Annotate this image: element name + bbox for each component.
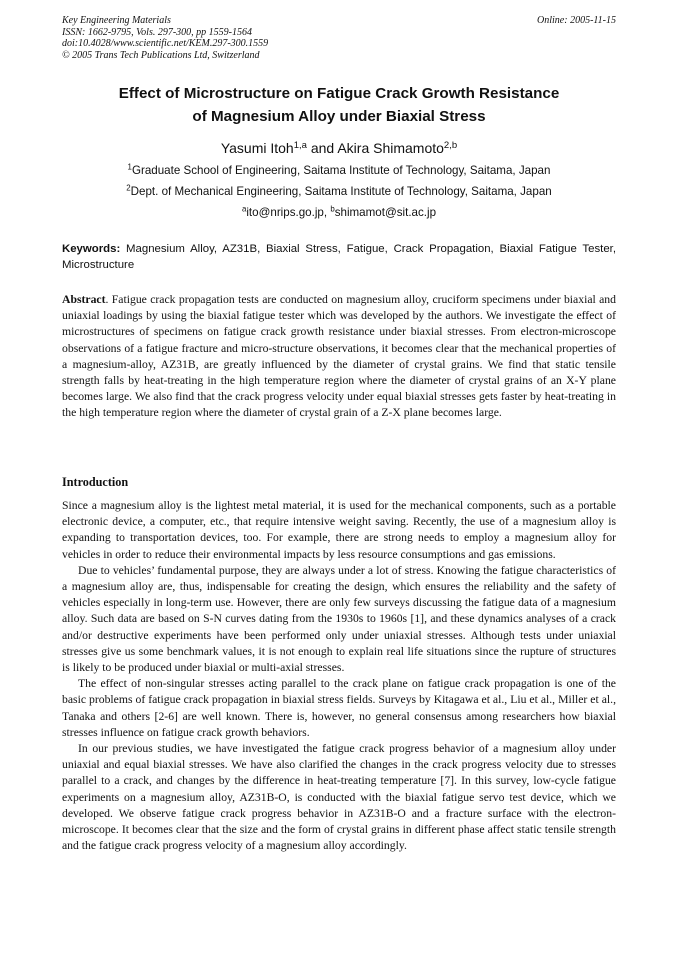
journal-doi[interactable]: doi:10.4028/www.scientific.net/KEM.297-300.1559 (62, 38, 269, 49)
intro-paragraph-2: Due to vehicles’ fundamental purpose, they are always under a lot of stress. Knowing the fatigue characteristics of a magnesium alloy are, thus, indispensable for creating the design, which ensures the reliability and the safety of vehicles especially in long-term use. However, there are only few surveys discussing the fatigue data of a magnesium alloy. Such data are based on S-N curves dating from the 1930s to 1960s [1], and these dynamics analyses of a crack and/or destructive experiments have been performed only under uniaxial stresses. Although tests under uniaxial stresses give us some benchmark values, it is not enough to explain real life situations since the rupture of structures is likely to be produced under biaxial or multi-axial stresses. (62, 563, 616, 675)
introduction-body (62, 498, 616, 854)
affiliation-2-text: Dept. of Mechanical Engineering, Saitama Institute of Technology, Saitama, Japan (130, 185, 552, 198)
introduction-heading: Introduction (62, 475, 129, 489)
intro-paragraph-4: In our previous studies, we have investigated the fatigue crack progress behavior of a magnesium alloy under uniaxial and equal biaxial stresses. We have also clarified the changes in the crack progress velocity due to stresses parallel to a crack, and changes by the difference in heat-treating temperature [7]. In this survey, low-cycle fatigue experiments on a magnesium alloy, AZ31B-O, is conducted with the biaxial fatigue servo test device, which we developed. We observe fatigue crack progress behavior in AZ31B-O and a fracture surface with the electron-microscope. It becomes clear that the size and the form of crystal grains in different phase affect static tensile strength and the fatigue crack progress velocity of a magnesium alloy accordingly. (62, 742, 616, 853)
email-b-mark: b (330, 204, 335, 214)
journal-copyright: © 2005 Trans Tech Publications Ltd, Switzerland (62, 49, 260, 61)
email-a-mark: a (241, 204, 247, 214)
journal-issn: ISSN: 1662-9795, Vols. 297-300, pp 1559-1564 (62, 26, 252, 38)
affiliation-1-mark: 1 (127, 162, 132, 172)
keywords-text: Magnesium Alloy, AZ31B, Biaxial Stress, Fatigue, Crack Propagation, Biaxial Fatigue Tester, Microstructure (62, 243, 616, 271)
keywords-label: Keywords: (62, 243, 121, 255)
email-a[interactable]: ito@nrips.go.jp, (246, 206, 331, 219)
author-1-affil-mark: 1,a (293, 139, 307, 151)
author-conjunction: and (306, 140, 338, 156)
online-date: Online: 2005-11-15 (537, 15, 616, 26)
journal-header (62, 15, 482, 61)
author-2-affil-mark: 2,b (443, 139, 458, 151)
title-line-1: Effect of Microstructure on Fatigue Crack Growth Resistance (118, 85, 560, 102)
affiliation-2-mark: 2 (126, 183, 131, 193)
author-emails (40, 205, 638, 221)
intro-paragraph-1: Since a magnesium alloy is the lightest metal material, it is used for the mechanical components, such as a portable electronic device, a computer, etc., that require intensive weight saving. Recently, the use of a magnesium alloy is expanding to transportation devices, too. For example, there are strong needs to employ a magnesium alloy for vehicles in order to reduce their environmental impacts by less resource consumptions and gas emissions. (62, 499, 616, 561)
abstract-label: Abstract (62, 293, 106, 306)
title-line-2: of Magnesium Alloy under Biaxial Stress (192, 108, 486, 125)
author-list (40, 138, 638, 158)
author-1: Yasumi Itoh (220, 140, 294, 156)
affiliation-2 (40, 184, 638, 200)
affiliation-1 (40, 163, 638, 179)
paper-title (40, 82, 638, 128)
keywords-block (62, 241, 616, 273)
email-b[interactable]: shimamot@sit.ac.jp (334, 206, 437, 219)
abstract-block (62, 292, 616, 422)
author-2: Akira Shimamoto (337, 140, 444, 156)
journal-name: Key Engineering Materials (62, 15, 171, 26)
abstract-text: . Fatigue crack propagation tests are conducted on magnesium alloy, cruciform specimens under biaxial and uniaxial loadings by using the biaxial fatigue tester which was developed by the authors. We investigate the effect of microstructures of specimens on fatigue crack growth resistance under biaxial stresses. From electron-microscope observations of a fatigue fracture and micro-structure observations, it becomes clear that the mechanical properties of a magnesium-alloy, AZ31B, are greatly influenced by the diameter of crystal grains. We find that static tensile strength falls by heat-treating in the high temperature region where the diameter of crystal grains of an X-Y plane becomes large. We also find that the crack progress velocity under equal biaxial stresses gets faster by heat-treating in the high temperature region where the diameter of crystal grain of a Z-X plane becomes large. (62, 293, 616, 420)
affiliation-1-text: Graduate School of Engineering, Saitama Institute of Technology, Saitama, Japan (131, 164, 551, 177)
intro-paragraph-3: The effect of non-singular stresses acting parallel to the crack plane on fatigue crack propagation is one of the basic problems of fatigue crack propagation in biaxial stress fields. Surveys by Kitagawa et al., Liu et al., Miller et al., Tanaka and others [2-6] are well known. There is, however, no general consensus among researchers how biaxial stresses influence on fatigue crack growth behaviors. (62, 677, 616, 739)
